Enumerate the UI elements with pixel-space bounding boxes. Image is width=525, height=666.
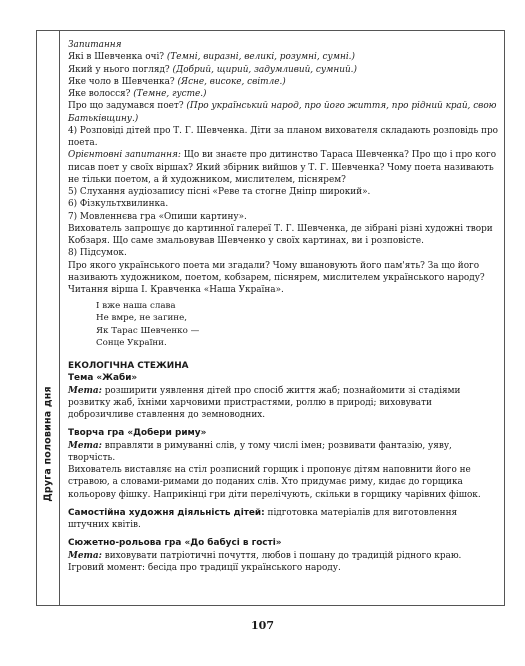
question-4: Яке волосся? (Темне, густе.) xyxy=(68,89,207,99)
step-7-text: Вихователь запрошує до картинної галереї Т. Г. Шевченка, де зібрані різні художні твори Кобзаря. Що саме змальовував Шевченко у своїх картинах, ви і розповісте. xyxy=(68,223,493,246)
independent-activity: Самостійна художня діяльність дітей: підготовка матеріалів для виготовлення штучних квітів. xyxy=(68,507,458,531)
step-5: 5) Слухання аудіозапису пісні «Реве та стогне Дніпр широкий». xyxy=(68,187,371,197)
rhyme-description: Вихователь виставляє на стіл розписний горщик і пропонує дітям наповнити його не стравою, а словами-римами до поданих слів. Хто придумає риму, кидає до горщика кольорову фішку. Наприкінці гри діти перелічують, скільки в горщику чарівних фішок. xyxy=(68,465,481,500)
side-column xyxy=(37,31,60,605)
step-4: 4) Розповіді дітей про Т. Г. Шевченка. Діти за планом вихователя складають розповідь про поета. xyxy=(68,125,498,148)
section-title-role-game: Сюжетно-рольова гра «До бабусі в гості» xyxy=(68,538,282,549)
section-theme: Тема «Жаби» xyxy=(68,373,138,384)
eco-goal: Мета: розширити уявлення дітей про спосіб життя жаб; познайомити зі стадіями розвитку жаб, їхніми харчовими пристрастями, роллю в природі; виховувати доброзичливе ставлення до земноводних. xyxy=(68,385,461,421)
game-moment: Ігровий момент: бесіда про традиції українського народу. xyxy=(68,562,341,573)
orientation-questions: Орієнтовні запитання: Що ви знаєте про дитинство Тараса Шевченка? Про що і про кого писав поет у своїх віршах? Який збірник вийшов у Т. Г. Шевченка? Чому поета називають не тільки поетом, а й художником, мислителем, піснярем? xyxy=(68,150,497,185)
poem-line: Як Тарас Шевченко — xyxy=(96,325,200,336)
step-6: 6) Фізкультхвилинка. xyxy=(68,199,169,210)
poem-line: І вже наша слава xyxy=(96,301,176,312)
poem-line: Сонце України. xyxy=(96,337,167,348)
questions-heading: Запитання xyxy=(68,40,122,50)
rhyme-goal: Мета: вправляти в римуванні слів, у тому числі імен; розвивати фантазію, уяву, творчість. xyxy=(68,440,452,463)
role-game-goal: Мета: виховувати патріотичні почуття, любов і пошану до традицій рідного краю. xyxy=(68,550,462,561)
step-8: 8) Підсумок. xyxy=(68,248,127,259)
poem-line: Не вмре, не загине, xyxy=(96,313,187,324)
question-2: Який у нього погляд? (Добрий, щирий, задумливий, сумний.) xyxy=(68,64,357,75)
section-title-eco: ЕКОЛОГІЧНА СТЕЖИНА xyxy=(68,361,189,372)
step-7: 7) Мовленнєва гра «Опиши картину». xyxy=(68,211,247,222)
question-5: Про що задумався поет? (Про український народ, про його життя, про рідний край, свою Батьківщину.) xyxy=(68,101,497,124)
poem xyxy=(96,300,498,349)
side-label: Друга половина дня xyxy=(42,386,54,503)
question-3: Яке чоло в Шевченка? (Ясне, високе, світле.) xyxy=(68,76,286,87)
lesson-frame xyxy=(36,30,505,606)
page-number: 107 xyxy=(251,619,274,632)
poem-reading: Читання вірша І. Кравченка «Наша Україна». xyxy=(68,285,284,295)
section-title-rhyme-game: Творча гра «Добери риму» xyxy=(68,428,207,439)
content-column xyxy=(68,39,498,574)
question-1: Які в Шевченка очі? (Темні, виразні, великі, розумні, сумні.) xyxy=(68,52,355,63)
step-8-text: Про якого українського поета ми згадали? Чому вшановують його пам'ять? За що його називають художником, поетом, кобзарем, піснярем, мислителем українського народу? xyxy=(68,260,485,283)
